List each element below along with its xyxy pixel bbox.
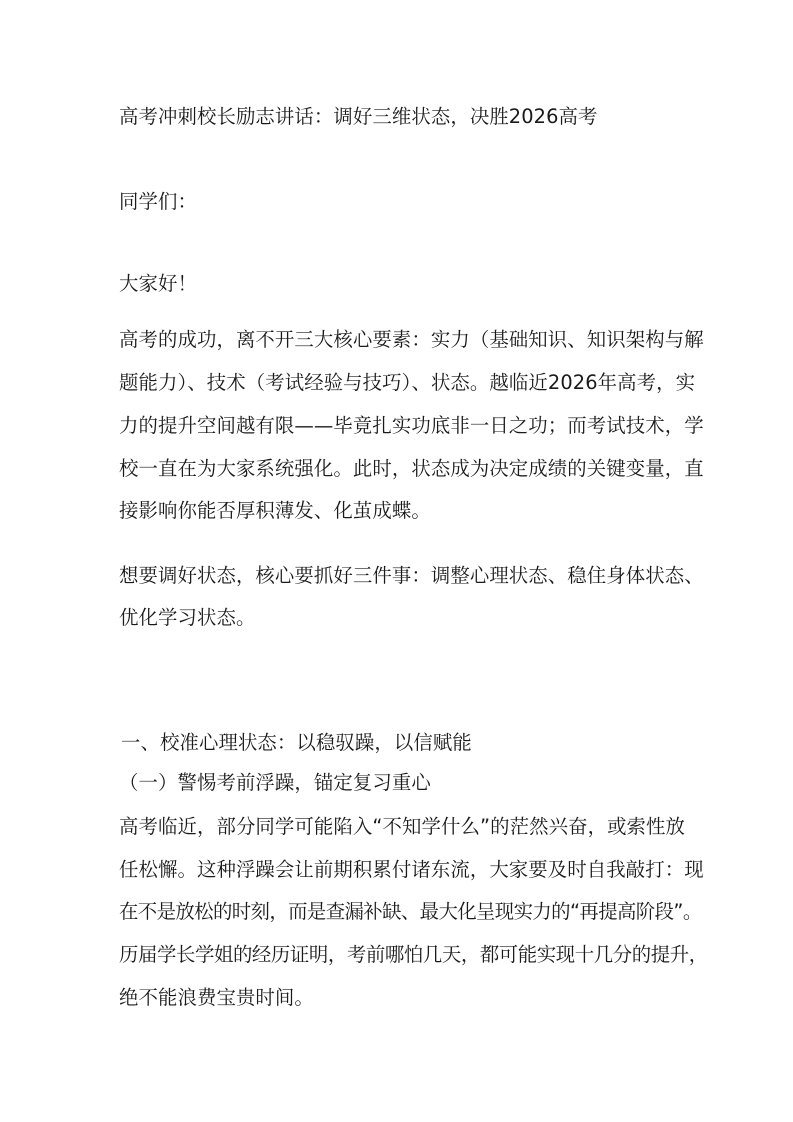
paragraph-line: 力的提升空间越有限——毕竟扎实功底非一日之功；而考试技术，学 — [119, 414, 704, 437]
paragraph-line: 历届学长学姐的经历证明，考前哪怕几天，都可能实现十几分的提升， — [119, 943, 708, 966]
paragraph-line: 绝不能浪费宝贵时间。 — [119, 986, 314, 1009]
salutation: 同学们： — [119, 190, 197, 213]
paragraph-line: 想要调好状态，核心要抓好三件事：调整心理状态、稳住身体状态、 — [119, 564, 704, 587]
paragraph-line: 高考的成功，离不开三大核心要素：实力（基础知识、知识架构与解 — [119, 328, 704, 351]
paragraph-line: 任松懈。这种浮躁会让前期积累付诸东流，大家要及时自我敲打：现 — [119, 858, 704, 881]
subsection-heading: （一）警惕考前浮躁，锚定复习重心 — [119, 771, 431, 794]
paragraph-line: 优化学习状态。 — [119, 606, 256, 629]
paragraph-line: 在不是放松的时刻，而是查漏补缺、最大化呈现实力的“再提高阶段”。 — [119, 900, 702, 923]
document-title: 高考冲刺校长励志讲话：调好三维状态，决胜2026高考 — [119, 105, 598, 128]
paragraph-line: 校一直在为大家系统强化。此时，状态成为决定成绩的关键变量，直 — [119, 457, 704, 480]
paragraph-line: 接影响你能否厚积薄发、化茧成蝶。 — [119, 499, 431, 522]
paragraph-line: 高考临近，部分同学可能陷入“不知学什么”的茫然兴奋，或索性放 — [119, 815, 686, 838]
greeting: 大家好！ — [119, 272, 197, 295]
section-heading: 一、校准心理状态：以稳驭躁，以信赋能 — [121, 731, 472, 754]
paragraph-line: 题能力）、技术（考试经验与技巧）、状态。越临近2026年高考，实 — [119, 371, 696, 394]
